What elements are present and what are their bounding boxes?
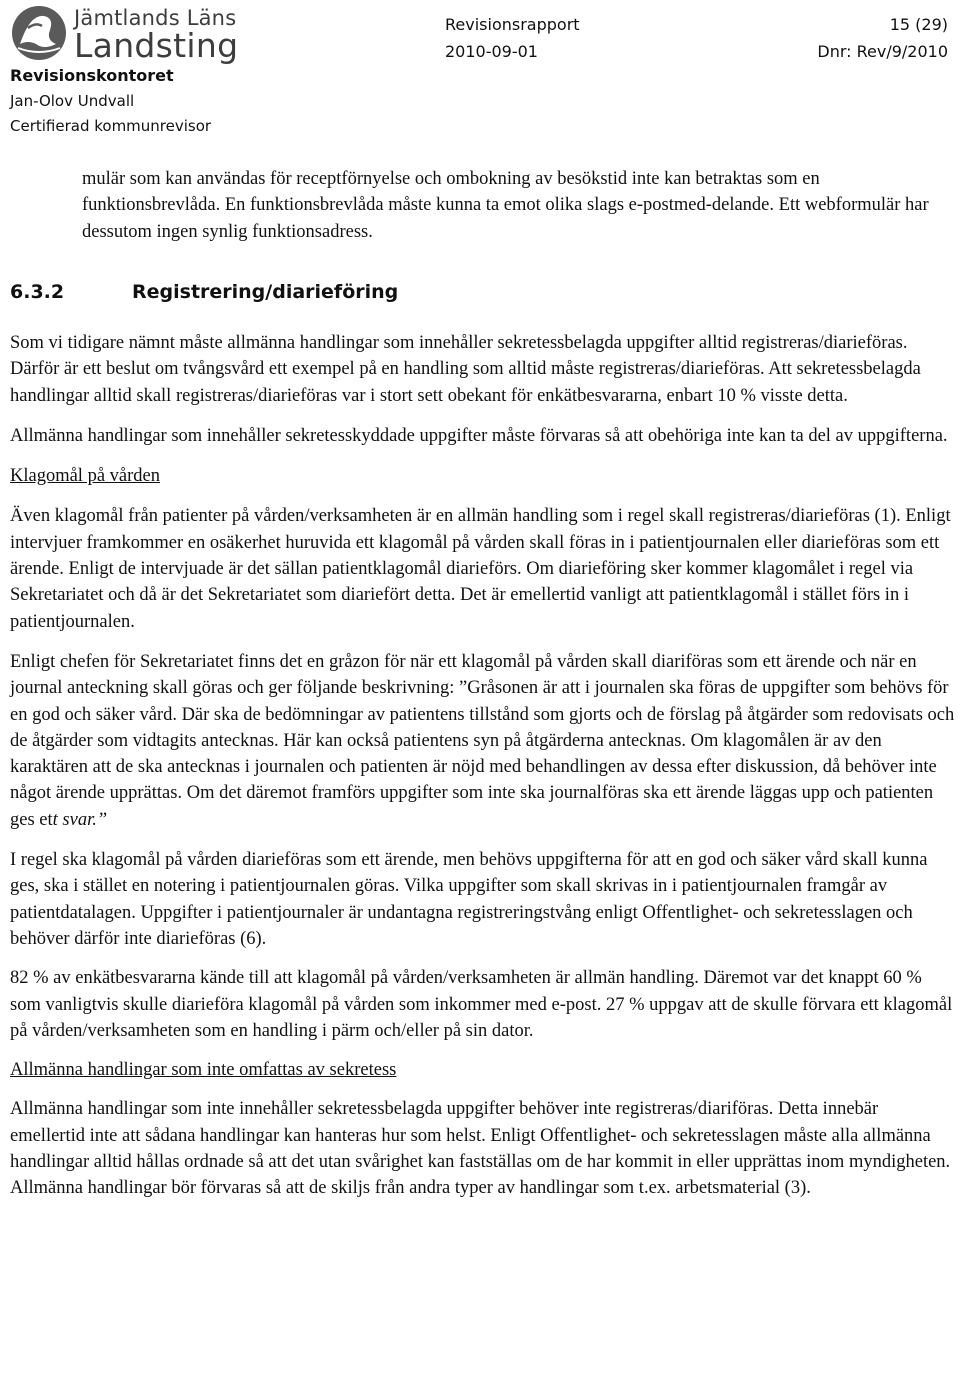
section-heading xyxy=(10,281,398,303)
paragraph: Allmänna handlingar som innehåller sekretesskyddade uppgifter måste förvaras så att obehöriga inte kan ta del av uppgifterna. xyxy=(10,425,948,446)
author-role: Certifierad kommunrevisor xyxy=(10,117,212,135)
quote-paragraph xyxy=(10,649,955,833)
document-date: 2010-09-01 xyxy=(445,42,538,61)
logo-text-line1: Jämtlands Läns xyxy=(74,6,237,30)
quote-end: t svar.” xyxy=(52,809,108,830)
paragraph: Även klagomål från patienter på vården/verksamheten är en allmän handling som i regel skall registreras/diarieföras (1). Enligt intervjuer framkommer en osäkerhet huruvida ett klagomål på vården skall föras in i patientjournalen eller diarieföras som ett ärende. Enligt de intervjuade är det sällan patientklagomål diarieförs. Om diarieföring sker kommer klagomålet i regel via Sekretariatet och då är det Sekretariatet som diariefört detta. Det är emellertid vanligt att patientklagomål i stället förs in i patientjournalen. xyxy=(10,506,951,632)
subheading-non-secret: Allmänna handlingar som inte omfattas av sekretess xyxy=(10,1060,397,1081)
section-number: 6.3.2 xyxy=(10,281,65,303)
page-number: 15 (29) xyxy=(889,15,948,34)
subheading-complaints: Klagomål på vården xyxy=(10,466,160,487)
paragraph: I regel ska klagomål på vården diarieföras som ett ärende, men behövs uppgifterna för att en god och säker vård skall kunna ges, ska i stället en notering i patientjournalen göras. Vilka uppgifter som skall skrivas in i patientjournalen framgår av patientdatalagen. Uppgifter i patientjournaler är undantagna registreringstvång enligt Offentlighet- och sekretesslagen och behöver därför inte diarieföras (6). xyxy=(10,850,928,949)
department-name: Revisionskontoret xyxy=(10,66,174,85)
author-name: Jan-Olov Undvall xyxy=(10,92,135,110)
diary-number: Dnr: Rev/9/2010 xyxy=(817,42,948,61)
jamtland-logo-icon xyxy=(10,4,68,62)
intro-paragraph: mulär som kan användas för receptförnyelse och ombokning av besökstid inte kan betraktas som en funktionsbrevlåda. En funktionsbrevlåda måste kunna ta emot olika slags e-postmed-delande. Ett webformulär har dessutom ingen synlig funktionsadress. xyxy=(82,169,929,242)
quote-text: Enligt chefen för Sekretariatet finns det en gråzon för när ett klagomål på vården skall diariföras som ett ärende och när en journal anteckning skall göras och ger följande beskrivning: ”Gråsonen är att i journalen ska föras de uppgifter som behövs för en god och säker vård. Där ska de bedömningar av patientens tillstånd som gjorts och de förslag på åtgärder som redovisats och de åtgärder som vidtagits antecknas. Här kan också patientens syn på åtgärderna antecknas. Om klagomålen är av den karaktären att de ska antecknas i journalen och patienten är nöjd med behandlingen av dessa efter diskussion, då behöver inte något ärende upprättas. Om det däremot framförs uppgifter som inte ska journalföras ska ett ärende läggas upp och patienten ges et xyxy=(10,651,955,830)
document-title: Revisionsrapport xyxy=(445,15,580,34)
paragraph: Som vi tidigare nämnt måste allmänna handlingar som innehåller sekretessbelagda uppgifter alltid registreras/diarieföras. Därför är ett beslut om tvångsvård ett exempel på en handling som alltid måste registreras/diarieföras. Att sekretessbelagda handlingar alltid skall registreras/diarieföras var i stort sett obekant för enkätbesvararna, enbart 10 % visste detta. xyxy=(10,333,921,406)
paragraph: Allmänna handlingar som inte innehåller sekretessbelagda uppgifter behöver inte registreras/diariföras. Detta innebär emellertid inte att sådana handlingar kan hanteras hur som helst. Enligt Offentlighet- och sekretesslagen måste alla allmänna handlingar alltid hållas ordnade så att det utan svårighet kan fastställas om de har kommit in eller upprättas inom myndigheten. Allmänna handlingar bör förvaras så att de skiljs från andra typer av handlingar som t.ex. arbetsmaterial (3). xyxy=(10,1099,951,1199)
paragraph: 82 % av enkätbesvararna kände till att klagomål på vården/verksamheten är allmän handling. Däremot var det knappt 60 % som vanligtvis skulle diarieföra klagomål på vården som inkommer med e-post. 27 % uppgav att de skulle förvara ett klagomål på vården/verksamheten som en handling i pärm och/eller på sin dator. xyxy=(10,968,953,1041)
section-title: Registrering/diarieföring xyxy=(132,281,399,303)
logo-text-line2: Landsting xyxy=(74,26,239,65)
organization-logo xyxy=(10,2,239,66)
section-content xyxy=(10,330,955,1202)
